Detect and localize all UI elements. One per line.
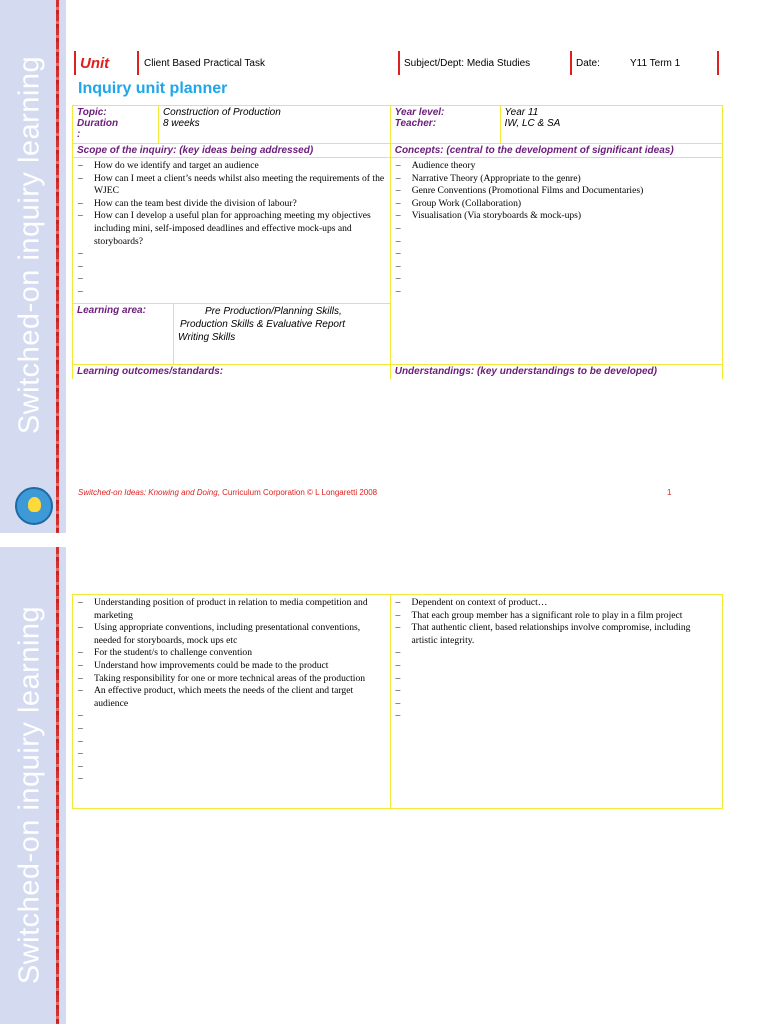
list-item — [395, 673, 718, 686]
list-item — [77, 248, 386, 261]
list-item — [395, 223, 718, 236]
topic-label: Topic: — [77, 107, 107, 118]
client-task: Client Based Practical Task — [137, 51, 265, 75]
topic-value: Construction of Production — [162, 107, 281, 118]
unit-label: Unit — [74, 51, 109, 75]
content-row — [73, 158, 723, 304]
subject-dept: Subject/Dept: Media Studies — [398, 51, 530, 75]
concepts-heading-cell — [390, 144, 722, 158]
list-item: – An effective product, which meets the needs of the client and target audience — [77, 685, 386, 710]
list-item: – Group Work (Collaboration) — [395, 198, 718, 211]
list-item: – That authentic client, based relationships involve compromise, including artistic integrity. — [395, 622, 718, 647]
sidebar-page2 — [0, 547, 66, 1024]
list-item: – Audience theory — [395, 160, 718, 173]
list-item: – How do we identify and target an audience — [77, 160, 386, 173]
list-item — [395, 660, 718, 673]
outcomes-cell — [73, 595, 391, 809]
term-value: Y11 Term 1 — [630, 57, 681, 69]
list-item: – How can the team best divide the division of labour? — [77, 198, 386, 211]
list-item — [395, 286, 718, 299]
list-item — [395, 236, 718, 249]
learning-area-label: Learning area: — [73, 304, 174, 364]
list-item — [77, 773, 386, 786]
date-label: Date: — [570, 51, 600, 75]
list-item: – For the student/s to challenge convention — [77, 647, 386, 660]
footer-rest: , Curriculum Corporation © L Longaretti 2008 — [217, 488, 378, 497]
outcomes-heading-row — [73, 365, 723, 379]
scope-heading-cell — [73, 144, 391, 158]
list-item — [395, 647, 718, 660]
list-item — [395, 248, 718, 261]
list-item — [77, 761, 386, 774]
list-item — [395, 698, 718, 711]
year-value-cell — [500, 106, 722, 144]
list-item — [77, 286, 386, 299]
list-item: – How can I meet a client’s needs whilst also meeting the requirements of the WJEC — [77, 173, 386, 198]
duration-value: 8 weeks — [162, 118, 200, 129]
list-item — [77, 261, 386, 274]
concepts-cell — [390, 158, 722, 365]
page-gap — [0, 533, 768, 547]
understandings-heading: Understandings: (key understandings to be developed) — [394, 366, 657, 377]
concepts-list — [395, 160, 718, 299]
outcomes-heading: Learning outcomes/standards: — [77, 366, 224, 377]
scope-list — [77, 160, 386, 299]
list-item: – That each group member has a significant role to play in a film project — [395, 610, 718, 623]
page-number: 1 — [667, 488, 672, 497]
lightbulb-icon — [15, 487, 53, 525]
list-item: – Taking responsibility for one or more technical areas of the production — [77, 673, 386, 686]
understandings-heading-cell — [390, 365, 722, 379]
scope-cell — [73, 158, 391, 304]
header-divider — [717, 51, 719, 75]
list-item: – How can I develop a useful plan for approaching meeting my objectives including mini, self-imposed deadlines and effective mock-ups and storyboards? — [77, 210, 386, 248]
list-item: – Dependent on context of product… — [395, 597, 718, 610]
concepts-heading: Concepts: (central to the development of significant ideas) — [394, 145, 674, 156]
teacher-value: IW, LC & SA — [504, 118, 561, 129]
outcomes-list — [77, 597, 386, 786]
list-item: – Understand how improvements could be made to the product — [77, 660, 386, 673]
list-item — [395, 710, 718, 723]
understandings-cell — [390, 595, 722, 809]
list-item — [395, 273, 718, 286]
outcomes-heading-cell — [73, 365, 391, 379]
list-item — [395, 685, 718, 698]
list-item: – Visualisation (Via storyboards & mock-ups) — [395, 210, 718, 223]
continued-row — [73, 595, 723, 809]
year-label: Year level: — [394, 107, 445, 118]
page-title: Inquiry unit planner — [78, 80, 228, 97]
list-item: – Understanding position of product in relation to media competition and marketing — [77, 597, 386, 622]
duration-label: Duration : — [77, 118, 119, 140]
info-row — [73, 106, 723, 144]
list-item: – Using appropriate conventions, including presentational conventions, needed for storyboards, mock ups etc — [77, 622, 386, 647]
planner-table — [72, 105, 723, 379]
headings-row — [73, 144, 723, 158]
topic-label-cell — [73, 106, 159, 144]
list-item: – Genre Conventions (Promotional Films and Documentaries) — [395, 185, 718, 198]
list-item — [77, 736, 386, 749]
footer-credit — [78, 488, 377, 497]
list-item — [77, 273, 386, 286]
list-item — [77, 723, 386, 736]
list-item — [77, 748, 386, 761]
list-item: – Narrative Theory (Appropriate to the genre) — [395, 173, 718, 186]
year-label-cell — [390, 106, 500, 144]
list-item — [77, 710, 386, 723]
topic-value-cell — [158, 106, 390, 144]
scope-heading: Scope of the inquiry: (key ideas being addressed) — [77, 145, 314, 156]
footer-source: Switched-on Ideas: Knowing and Doing — [78, 488, 218, 497]
understandings-list — [395, 597, 718, 723]
planner-table-continued — [72, 594, 723, 809]
year-value: Year 11 — [504, 107, 539, 118]
learning-area-cell — [73, 304, 391, 365]
learning-area-value: Pre Production/Planning Skills, Production Skills & Evaluative Report Writing Skills — [178, 306, 346, 343]
sidebar-brand-text: Switched-on inquiry learning — [13, 55, 46, 435]
sidebar-brand-text: Switched-on inquiry learning — [13, 605, 46, 985]
sidebar-page1 — [0, 0, 66, 533]
teacher-label: Teacher: — [394, 118, 437, 129]
list-item — [395, 261, 718, 274]
